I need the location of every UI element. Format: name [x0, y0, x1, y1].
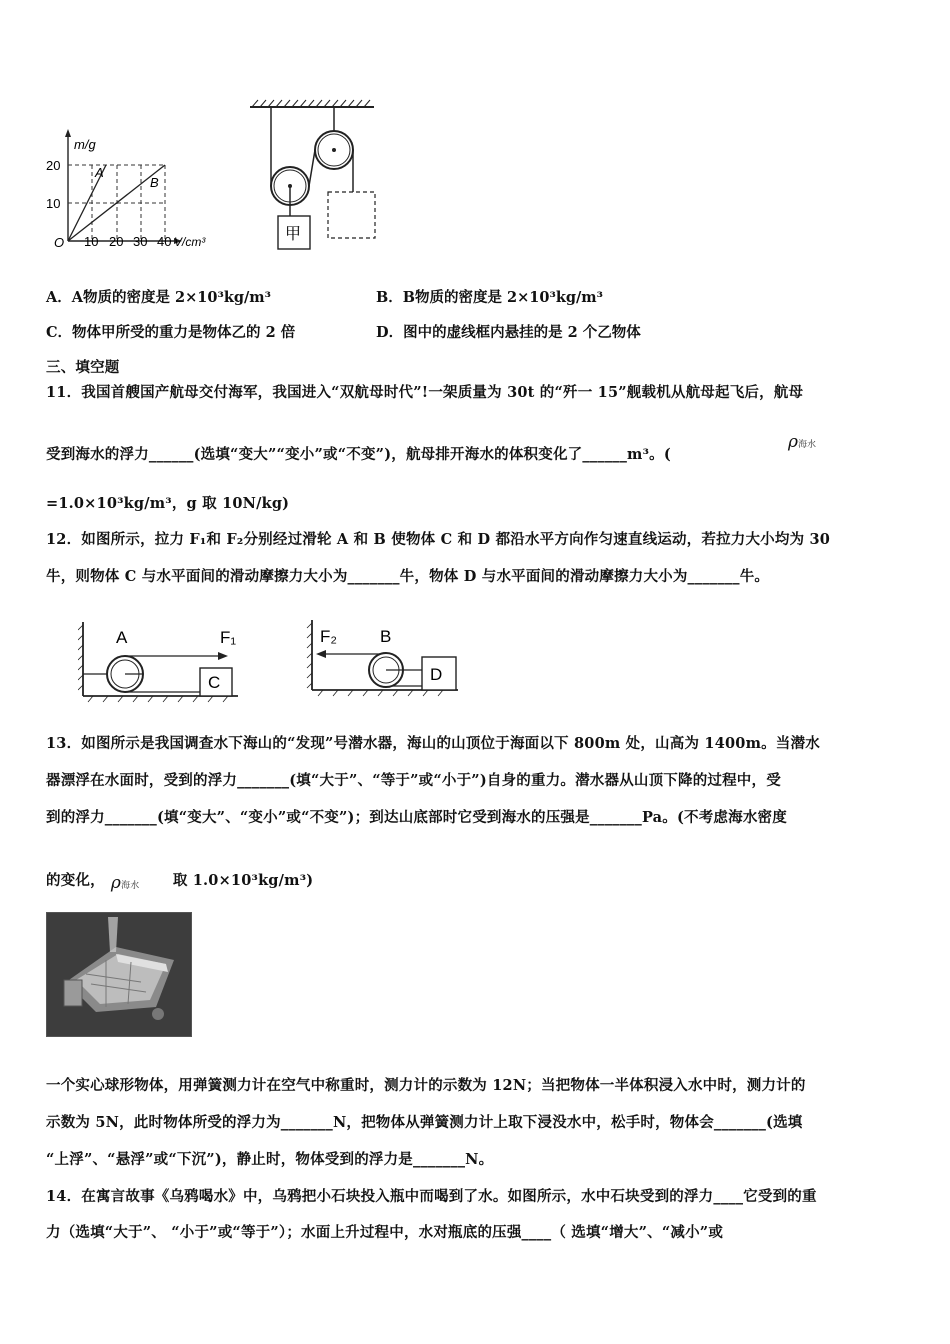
option-a: A．A物质的密度是 2×10³kg/m³: [46, 289, 271, 306]
pulley-figure-2: [304, 616, 464, 704]
q14-line2: 力（选填“大于”、 “小于”或“等于”）；水面上升过程中，水对瓶底的压强____（ 选填“增大”、“减小”或: [46, 1224, 724, 1241]
label-d: D: [430, 665, 443, 684]
q11-line1: 11．我国首艘国产航母交付海军，我国进入“双航母时代”!一架质量为 30t 的“歼一 15”舰载机从航母起飞后，航母: [46, 384, 804, 401]
line-a-label: A: [95, 165, 104, 180]
q13-line1: 13．如图所示是我国调查水下海山的“发现”号潜水器，海山的山顶位于海面以下 800m 处，山高为 1400m。当潜水: [46, 735, 820, 752]
q12-line2: 牛，则物体 C 与水平面间的滑动摩擦力大小为_______牛，物体 D 与水平面间的滑动摩擦力大小为_______牛。: [46, 568, 770, 585]
box-jia-label: 甲: [285, 226, 302, 243]
q11-line3: =1.0×10³kg/m³，g 取 10N/kg): [46, 495, 290, 512]
option-b: B．B物质的密度是 2×10³kg/m³: [376, 289, 604, 306]
submersible-photo: [46, 912, 192, 1037]
option-c: C．物体甲所受的重力是物体乙的 2 倍: [46, 324, 296, 341]
dashed-box: [328, 192, 375, 238]
label-f1: F₁: [220, 628, 237, 647]
y-axis-label: m/g: [74, 137, 96, 152]
label-a: A: [116, 628, 128, 647]
x-tick-40: 40: [157, 234, 172, 249]
q14-line1: 14．在寓言故事《乌鸦喝水》中，乌鸦把小石块投入瓶中而喝到了水。如图所示，水中石块受到的浮力____它受到的重: [46, 1188, 817, 1205]
q13-rho: ρ海水: [110, 873, 140, 893]
q13-line3: 到的浮力_______(填“变大”、“变小”或“不变”)；到达山底部时它受到海水的压强是_______Pa。(不考虑海水密度: [46, 809, 787, 826]
label-c: C: [208, 673, 221, 692]
section-3-title: 三、填空题: [46, 359, 120, 376]
x-tick-10: 10: [84, 234, 99, 249]
q11-line2: 受到海水的浮力______(选填“变大”“变小”或“不变”)，航母排开海水的体积变化了______m³。(: [46, 446, 671, 463]
q13-line4: 的变化， ρ海水 取 1.0×10³kg/m³): [46, 872, 314, 893]
q11-rho: ρ海水: [788, 432, 817, 452]
pulley-figure-1: [78, 616, 246, 704]
label-f2: F₂: [320, 627, 337, 646]
label-b: B: [380, 627, 392, 646]
mass-volume-graph: [40, 125, 230, 255]
q-ball-line3: “上浮”、“悬浮”或“下沉”)，静止时，物体受到的浮力是_______N。: [46, 1151, 494, 1168]
option-d: D．图中的虚线框内悬挂的是 2 个乙物体: [376, 324, 641, 341]
line-b-label: B: [150, 175, 159, 190]
x-tick-30: 30: [133, 234, 148, 249]
q-ball-line2: 示数为 5N，此时物体所受的浮力为_______N，把物体从弹簧测力计上取下浸没水中，松手时，物体会_______(选填: [46, 1114, 803, 1131]
y-tick-10: 10: [46, 196, 61, 211]
origin-label: O: [54, 235, 65, 250]
q12-line1: 12．如图所示，拉力 F₁和 F₂分别经过滑轮 A 和 B 使物体 C 和 D 都沿水平方向作匀速直线运动，若拉力大小均为 30: [46, 531, 831, 548]
q-ball-line1: 一个实心球形物体，用弹簧测力计在空气中称重时，测力计的示数为 12N；当把物体一半体积浸入水中时，测力计的: [46, 1077, 806, 1094]
x-tick-20: 20: [109, 234, 124, 249]
x-axis-label: V/cm³: [174, 235, 206, 249]
pulley-diagram: [248, 98, 388, 258]
q13-line2: 器漂浮在水面时，受到的浮力_______(填“大于”、“等于”或“小于”)自身的重力。潜水器从山顶下降的过程中，受: [46, 772, 781, 789]
y-tick-20: 20: [46, 158, 61, 173]
